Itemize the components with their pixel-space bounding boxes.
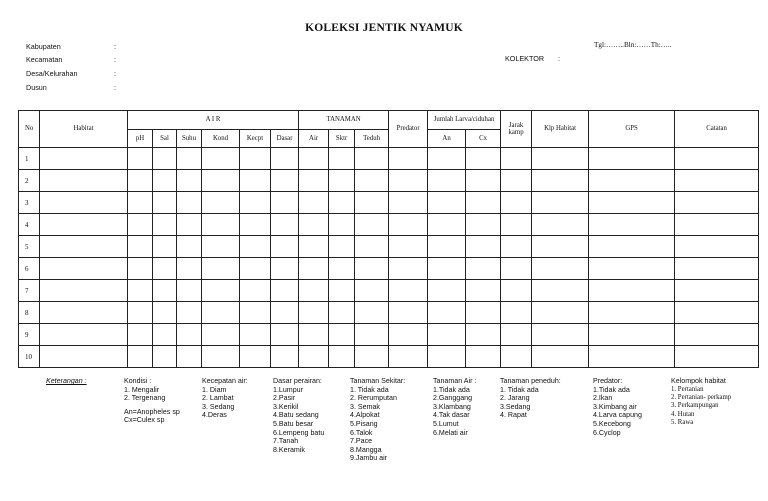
table-cell[interactable]: [589, 236, 675, 258]
col-dasar-header: Dasar: [271, 130, 299, 148]
table-cell[interactable]: [40, 214, 128, 236]
kecepatan-item-4: 4.Deras: [202, 411, 227, 420]
table-cell[interactable]: [501, 346, 532, 368]
sekitar-item-7: 7.Pace: [350, 437, 373, 446]
table-cell[interactable]: [40, 324, 128, 346]
legend-predator: [593, 377, 642, 437]
dasar-item-7: 7.Tanah: [273, 437, 299, 446]
col-no-header: No: [19, 111, 40, 148]
sekitar-item-4: 4.Alpokat: [350, 411, 380, 420]
table-cell[interactable]: [501, 258, 532, 280]
header-kabupaten-label: Kabupaten: [26, 42, 61, 51]
table-cell[interactable]: [466, 280, 501, 302]
table-row: [19, 148, 759, 170]
table-cell[interactable]: [532, 258, 589, 280]
table-cell[interactable]: [202, 302, 240, 324]
table-cell[interactable]: [177, 236, 202, 258]
table-cell[interactable]: [40, 170, 128, 192]
table-cell[interactable]: [389, 148, 428, 170]
kecepatan-item-1: 1. Diam: [202, 385, 227, 394]
date-line: Tgl:……..Bln:……Th:…..: [594, 41, 672, 49]
legend-kecepatan: [202, 377, 248, 420]
header-dusun-label: Dusun: [26, 83, 47, 92]
table-cell[interactable]: [202, 324, 240, 346]
kelompok-item-1: 1. Pertanian: [671, 385, 704, 393]
table-cell[interactable]: [501, 170, 532, 192]
col-habitat-header: Habitat: [40, 111, 128, 148]
table-cell[interactable]: [271, 170, 299, 192]
col-sal-header: Sal: [153, 130, 177, 148]
table-cell[interactable]: [240, 280, 271, 302]
table-cell[interactable]: [589, 302, 675, 324]
table-cell[interactable]: [329, 214, 355, 236]
keterangan-label: Keterangan :: [46, 377, 87, 385]
predator-item-6: 6.Cyclop: [593, 428, 621, 437]
row-number: 3: [19, 192, 40, 214]
table-cell[interactable]: [329, 192, 355, 214]
kelompok-item-3: 3. Perkampungan: [671, 402, 719, 410]
row-number: 1: [19, 148, 40, 170]
sekitar-item-3: 3. Semak: [350, 402, 380, 411]
table-cell[interactable]: [675, 280, 759, 302]
table-cell[interactable]: [299, 324, 329, 346]
kelompok-item-5: 5. Rawa: [671, 419, 694, 427]
table-cell[interactable]: [675, 346, 759, 368]
header-desa: [26, 68, 116, 80]
table-cell[interactable]: [355, 148, 389, 170]
header-kabupaten: [26, 41, 116, 53]
legend-kondisi: [124, 377, 180, 425]
table-cell[interactable]: [466, 214, 501, 236]
table-cell[interactable]: [153, 192, 177, 214]
table-cell[interactable]: [466, 302, 501, 324]
kondisi-title: Kondisi :: [124, 377, 152, 385]
row-number: 2: [19, 170, 40, 192]
table-cell[interactable]: [675, 302, 759, 324]
table-cell[interactable]: [153, 302, 177, 324]
table-cell[interactable]: [389, 170, 428, 192]
table-cell[interactable]: [428, 236, 466, 258]
table-cell[interactable]: [428, 324, 466, 346]
col-catatan-header: Catatan: [675, 111, 759, 148]
table-cell[interactable]: [128, 148, 153, 170]
table-cell[interactable]: [428, 192, 466, 214]
table-cell[interactable]: [128, 170, 153, 192]
legend-tanaman-air: [433, 377, 476, 437]
table-cell[interactable]: [240, 192, 271, 214]
kondisi-extra-cx: Cx=Culex sp: [124, 416, 165, 425]
kondisi-item-2: 2. Tergenang: [124, 394, 166, 403]
table-cell[interactable]: [202, 346, 240, 368]
collection-table: [18, 110, 759, 368]
kondisi-extra-an: An=Anopheles sp: [124, 407, 180, 416]
table-cell[interactable]: [299, 346, 329, 368]
table-cell[interactable]: [128, 302, 153, 324]
table-cell[interactable]: [501, 192, 532, 214]
table-cell[interactable]: [240, 148, 271, 170]
legend-keterangan: [46, 377, 87, 386]
table-cell[interactable]: [202, 214, 240, 236]
table-row: [19, 192, 759, 214]
predator-item-4: 4.Larva capung: [593, 411, 642, 420]
sekitar-item-9: 9.Jambu air: [350, 454, 388, 463]
tanaman-air-item-4: 4.Tak dasar: [433, 411, 470, 420]
table-cell[interactable]: [177, 170, 202, 192]
table-cell[interactable]: [355, 236, 389, 258]
dasar-item-4: 4.Batu sedang: [273, 411, 319, 420]
sekitar-item-6: 6.Talok: [350, 428, 373, 437]
table-cell[interactable]: [202, 170, 240, 192]
table-cell[interactable]: [329, 280, 355, 302]
table-cell[interactable]: [389, 346, 428, 368]
table-cell[interactable]: [589, 148, 675, 170]
form-title: KOLEKSI JENTIK NYAMUK: [305, 22, 463, 34]
sekitar-item-5: 5.Pisang: [350, 419, 378, 428]
table-cell[interactable]: [240, 324, 271, 346]
legend-tanaman-sekitar: [350, 377, 405, 463]
table-cell[interactable]: [428, 346, 466, 368]
dasar-item-8: 8.Keramik: [273, 445, 305, 454]
table-cell[interactable]: [389, 192, 428, 214]
legend-dasar: [273, 377, 324, 454]
kelompok-item-4: 4. Hutan: [671, 410, 695, 418]
table-row: [19, 236, 759, 258]
table-cell[interactable]: [299, 170, 329, 192]
table-row: [19, 280, 759, 302]
table-cell[interactable]: [675, 148, 759, 170]
row-number: 10: [19, 346, 40, 368]
table-cell[interactable]: [428, 258, 466, 280]
tanaman-air-item-2: 2.Ganggang: [433, 394, 473, 403]
table-cell[interactable]: [501, 236, 532, 258]
table-cell[interactable]: [177, 302, 202, 324]
col-gps-header: GPS: [589, 111, 675, 148]
table-cell[interactable]: [675, 170, 759, 192]
table-row: [19, 214, 759, 236]
kolektor-label: KOLEKTOR: [505, 54, 545, 63]
table-cell[interactable]: [240, 346, 271, 368]
table-cell[interactable]: [177, 324, 202, 346]
table-cell[interactable]: [532, 280, 589, 302]
predator-item-5: 5.Kecebong: [593, 419, 631, 428]
table-cell[interactable]: [329, 346, 355, 368]
table-cell[interactable]: [389, 236, 428, 258]
group-tanaman-header: TANAMAN: [299, 111, 389, 130]
kecepatan-item-2: 2. Lambat: [202, 394, 234, 403]
row-number: 7: [19, 280, 40, 302]
table-cell[interactable]: [355, 280, 389, 302]
table-cell[interactable]: [428, 170, 466, 192]
table-cell[interactable]: [40, 148, 128, 170]
table-cell[interactable]: [532, 302, 589, 324]
header-dusun: [26, 82, 116, 94]
row-number: 9: [19, 324, 40, 346]
table-cell[interactable]: [589, 280, 675, 302]
table-cell[interactable]: [271, 324, 299, 346]
table-cell[interactable]: [501, 302, 532, 324]
row-number: 6: [19, 258, 40, 280]
kolektor-colon: :: [558, 54, 561, 63]
header-desa-label: Desa/Kelurahan: [26, 69, 78, 78]
table-cell[interactable]: [329, 258, 355, 280]
table-cell[interactable]: [299, 302, 329, 324]
sekitar-item-1: 1. Tidak ada: [350, 385, 389, 394]
table-cell[interactable]: [329, 148, 355, 170]
table-cell[interactable]: [466, 148, 501, 170]
table-cell[interactable]: [202, 192, 240, 214]
table-cell[interactable]: [329, 324, 355, 346]
table-row: [19, 258, 759, 280]
kelompok-title: Kelompok habitat: [671, 377, 726, 385]
header-kabupaten-colon: :: [114, 42, 116, 51]
table-cell[interactable]: [589, 214, 675, 236]
table-cell[interactable]: [271, 346, 299, 368]
table-cell[interactable]: [532, 236, 589, 258]
table-cell[interactable]: [153, 280, 177, 302]
table-cell[interactable]: [589, 170, 675, 192]
peneduh-item-3: 3.Sedang: [500, 402, 531, 411]
table-cell[interactable]: [153, 258, 177, 280]
table-cell[interactable]: [466, 346, 501, 368]
table-cell[interactable]: [153, 236, 177, 258]
table-cell[interactable]: [240, 170, 271, 192]
table-cell[interactable]: [389, 280, 428, 302]
table-cell[interactable]: [299, 236, 329, 258]
table-cell[interactable]: [355, 324, 389, 346]
peneduh-item-1: 1. Tidak ada: [500, 385, 539, 394]
table-cell[interactable]: [240, 236, 271, 258]
table-cell[interactable]: [329, 302, 355, 324]
table-cell[interactable]: [202, 148, 240, 170]
group-air-header: A I R: [128, 111, 299, 130]
predator-item-2: 2.Ikan: [593, 394, 613, 403]
table-cell[interactable]: [299, 280, 329, 302]
col-ph-header: pH: [128, 130, 153, 148]
table-cell[interactable]: [299, 192, 329, 214]
dasar-item-1: 1.Lumpur: [273, 385, 303, 394]
table-cell[interactable]: [355, 214, 389, 236]
table-cell[interactable]: [299, 214, 329, 236]
header-kecamatan: [26, 54, 116, 66]
table-cell[interactable]: [389, 302, 428, 324]
table-cell[interactable]: [177, 148, 202, 170]
tanaman-air-item-5: 5.Lumut: [433, 419, 459, 428]
table-cell[interactable]: [501, 214, 532, 236]
table-cell[interactable]: [153, 214, 177, 236]
table-cell[interactable]: [532, 214, 589, 236]
table-row: [19, 302, 759, 324]
table-cell[interactable]: [128, 280, 153, 302]
table-cell[interactable]: [532, 170, 589, 192]
table-cell[interactable]: [271, 302, 299, 324]
table-cell[interactable]: [329, 236, 355, 258]
sekitar-item-2: 2. Rerumputan: [350, 394, 397, 403]
table-cell[interactable]: [355, 258, 389, 280]
table-cell[interactable]: [240, 214, 271, 236]
table-cell[interactable]: [389, 258, 428, 280]
table-cell[interactable]: [271, 192, 299, 214]
table-cell[interactable]: [40, 258, 128, 280]
table-cell[interactable]: [501, 280, 532, 302]
sekitar-title: Tanaman Sekitar:: [350, 377, 406, 385]
group-jumlah-header: Jumlah Larva/ciduhan: [428, 111, 501, 130]
table-cell[interactable]: [389, 324, 428, 346]
table-cell[interactable]: [271, 214, 299, 236]
table-cell[interactable]: [271, 148, 299, 170]
tanaman-air-item-1: 1.Tidak ada: [433, 385, 470, 394]
table-cell[interactable]: [466, 324, 501, 346]
peneduh-item-2: 2. Jarang: [500, 394, 530, 403]
table-body: [19, 148, 759, 368]
table-cell[interactable]: [240, 302, 271, 324]
table-cell[interactable]: [40, 302, 128, 324]
table-cell[interactable]: [675, 324, 759, 346]
table-cell[interactable]: [40, 346, 128, 368]
dasar-item-2: 2.Pasir: [273, 394, 296, 403]
peneduh-item-4: 4. Rapat: [500, 411, 527, 420]
row-number: 5: [19, 236, 40, 258]
col-predator-header: Predator: [389, 111, 428, 148]
col-suhu-header: Suhu: [177, 130, 202, 148]
table-cell[interactable]: [675, 192, 759, 214]
legend: [0, 377, 768, 497]
table-cell[interactable]: [389, 214, 428, 236]
kecepatan-item-3: 3. Sedang: [202, 402, 235, 411]
table-cell[interactable]: [501, 324, 532, 346]
table-cell[interactable]: [202, 280, 240, 302]
header-kecamatan-label: Kecamatan: [26, 55, 63, 64]
table-cell[interactable]: [153, 324, 177, 346]
table-cell[interactable]: [466, 170, 501, 192]
table-cell[interactable]: [40, 192, 128, 214]
table-cell[interactable]: [675, 236, 759, 258]
predator-item-1: 1.Tidak ada: [593, 385, 630, 394]
col-teduh-header: Teduh: [355, 130, 389, 148]
table-cell[interactable]: [240, 258, 271, 280]
header-desa-colon: :: [114, 69, 116, 78]
table-cell[interactable]: [675, 214, 759, 236]
table-cell[interactable]: [271, 258, 299, 280]
tanaman-air-item-6: 6.Melati air: [433, 428, 468, 437]
sekitar-item-8: 8.Mangga: [350, 445, 382, 454]
table-cell[interactable]: [40, 280, 128, 302]
kecepatan-title: Kecepatan air:: [202, 377, 248, 385]
table-cell[interactable]: [532, 346, 589, 368]
table-cell[interactable]: [271, 280, 299, 302]
table-cell[interactable]: [202, 236, 240, 258]
table-cell[interactable]: [177, 346, 202, 368]
table-cell[interactable]: [299, 148, 329, 170]
kolektor-row: [505, 54, 560, 63]
col-kecpt-header: Kecpt: [240, 130, 271, 148]
table-cell[interactable]: [532, 192, 589, 214]
table-cell[interactable]: [128, 324, 153, 346]
legend-kelompok: [671, 377, 731, 428]
table-cell[interactable]: [589, 258, 675, 280]
table-cell[interactable]: [271, 236, 299, 258]
col-an-header: An: [428, 130, 466, 148]
table-cell[interactable]: [466, 192, 501, 214]
table-row: [19, 324, 759, 346]
table-cell[interactable]: [428, 280, 466, 302]
table-cell[interactable]: [355, 170, 389, 192]
col-cx-header: Cx: [466, 130, 501, 148]
col-klp-header: Klp Habitat: [532, 111, 589, 148]
dasar-item-5: 5.Batu besar: [273, 419, 314, 428]
row-number: 8: [19, 302, 40, 324]
col-jarak-header: Jarak kamp: [501, 111, 532, 148]
table-cell[interactable]: [40, 236, 128, 258]
table-row: [19, 170, 759, 192]
table-row: [19, 346, 759, 368]
table-cell[interactable]: [128, 192, 153, 214]
table-cell[interactable]: [153, 346, 177, 368]
table-cell[interactable]: [177, 192, 202, 214]
header-kecamatan-colon: :: [114, 55, 116, 64]
predator-title: Predator:: [593, 377, 623, 385]
table-cell[interactable]: [202, 258, 240, 280]
header-dusun-colon: :: [114, 83, 116, 92]
kondisi-item-1: 1. Mengalir: [124, 385, 160, 394]
table-cell[interactable]: [329, 170, 355, 192]
table-cell[interactable]: [589, 346, 675, 368]
table-cell[interactable]: [128, 346, 153, 368]
table-cell[interactable]: [466, 258, 501, 280]
table-cell[interactable]: [355, 192, 389, 214]
peneduh-title: Tanaman peneduh:: [500, 377, 561, 385]
table-cell[interactable]: [428, 148, 466, 170]
table-cell[interactable]: [589, 324, 675, 346]
table-cell[interactable]: [153, 148, 177, 170]
table-cell[interactable]: [177, 214, 202, 236]
table-cell[interactable]: [177, 258, 202, 280]
tanaman-air-title: Tanaman Air :: [433, 377, 477, 385]
table-cell[interactable]: [355, 302, 389, 324]
tanaman-air-item-3: 3.Klambang: [433, 402, 471, 411]
table-cell[interactable]: [466, 236, 501, 258]
col-sktr-header: Sktr: [329, 130, 355, 148]
table-cell[interactable]: [177, 280, 202, 302]
table-cell[interactable]: [675, 258, 759, 280]
kelompok-item-2: 2. Pertanian- perkamp: [671, 394, 732, 401]
table-cell[interactable]: [428, 214, 466, 236]
dasar-title: Dasar perairan:: [273, 377, 322, 385]
table-cell[interactable]: [128, 236, 153, 258]
table-cell[interactable]: [153, 170, 177, 192]
dasar-item-6: 6.Lempeng batu: [273, 428, 325, 437]
col-tanaman-air-header: Air: [299, 130, 329, 148]
table-cell[interactable]: [128, 258, 153, 280]
table-cell[interactable]: [589, 192, 675, 214]
table-cell[interactable]: [532, 324, 589, 346]
row-number: 4: [19, 214, 40, 236]
predator-item-3: 3.Kimbang air: [593, 402, 637, 411]
table-cell[interactable]: [428, 302, 466, 324]
table-cell[interactable]: [299, 258, 329, 280]
table-cell[interactable]: [355, 346, 389, 368]
col-kond-header: Kond: [202, 130, 240, 148]
legend-peneduh: [500, 377, 561, 420]
dasar-item-3: 3.Kerikil: [273, 402, 299, 411]
table-cell[interactable]: [501, 148, 532, 170]
table-cell[interactable]: [128, 214, 153, 236]
table-cell[interactable]: [532, 148, 589, 170]
